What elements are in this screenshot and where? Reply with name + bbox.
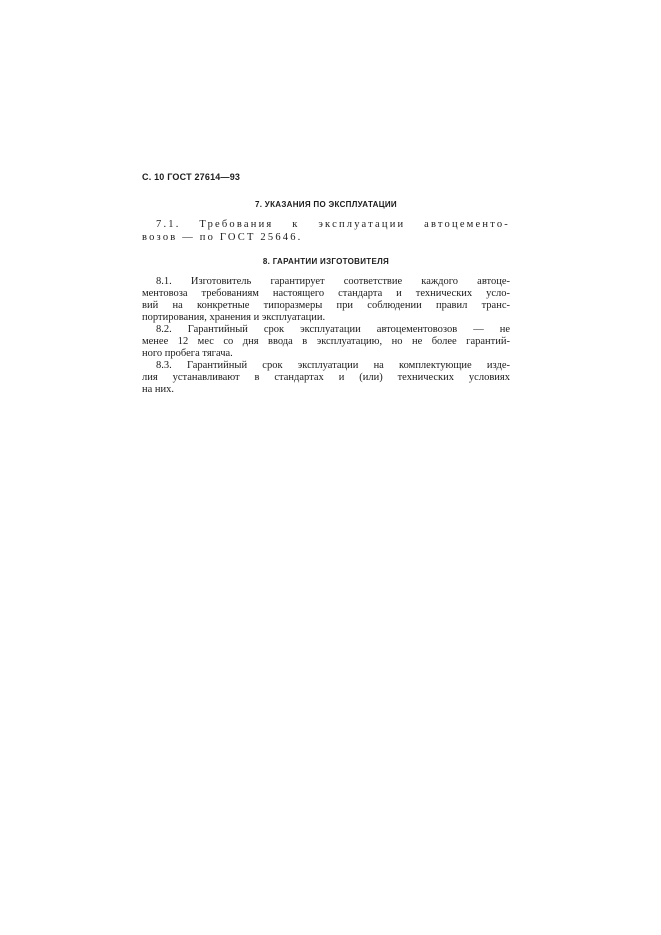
paragraph-8-3-line-3: на них. bbox=[142, 384, 175, 395]
paragraph-7-1-line-2: возов — по ГОСТ 25646. bbox=[142, 232, 303, 243]
paragraph-8-1-line-3: вий на конкретные типоразмеры при соблюдении правил транс- bbox=[142, 300, 510, 311]
paragraph-7-1-line-1: 7.1. Требования к эксплуатации автоцементо- bbox=[156, 219, 510, 230]
paragraph-8-2-line-2: менее 12 мес со дня ввода в эксплуатацию, но не более гарантий- bbox=[142, 336, 510, 347]
page-header: С. 10 ГОСТ 27614—93 bbox=[142, 172, 241, 182]
paragraph-8-1-line-4: портирования, хранения и эксплуатации. bbox=[142, 312, 326, 323]
paragraph-8-2-line-1: 8.2. Гарантийный срок эксплуатации автоцементовозов — не bbox=[156, 324, 510, 335]
section-8-title: 8. ГАРАНТИИ ИЗГОТОВИТЕЛЯ bbox=[262, 257, 390, 266]
paragraph-8-2-line-3: ного пробега тягача. bbox=[142, 348, 233, 359]
paragraph-8-3-line-2: лия устанавливают в стандартах и (или) технических условиях bbox=[142, 372, 510, 383]
paragraph-8-1-line-1: 8.1. Изготовитель гарантирует соответствие каждого автоце- bbox=[156, 276, 510, 287]
paragraph-8-1-line-2: ментовоза требованиям настоящего стандарта и технических усло- bbox=[142, 288, 510, 299]
paragraph-8-3-line-1: 8.3. Гарантийный срок эксплуатации на комплектующие изде- bbox=[156, 360, 510, 371]
section-7-title: 7. УКАЗАНИЯ ПО ЭКСПЛУАТАЦИИ bbox=[255, 200, 397, 209]
